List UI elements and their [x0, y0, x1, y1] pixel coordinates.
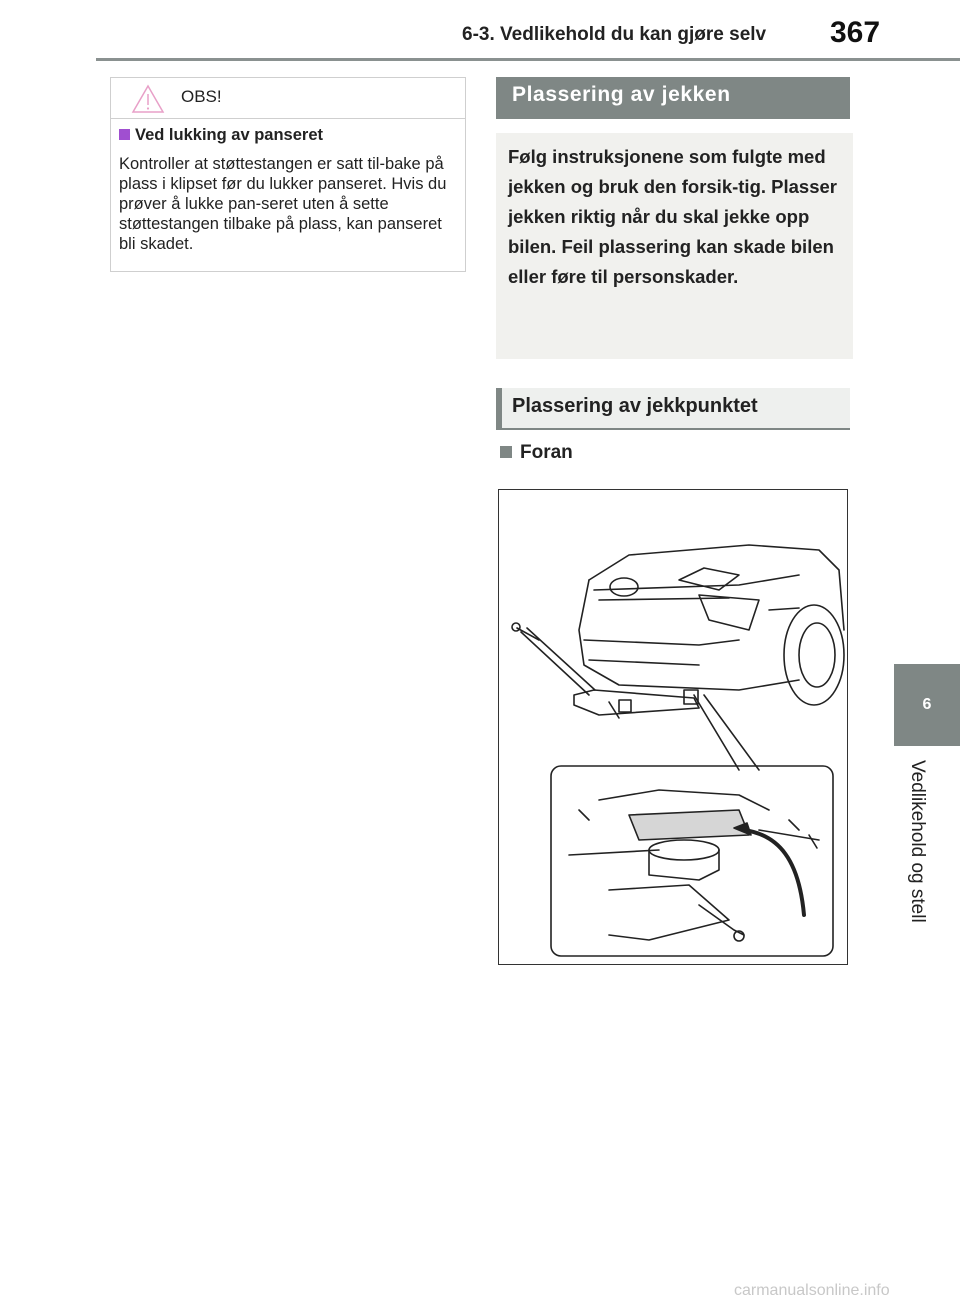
jack-info-text: Følg instruksjonene som fulgte med jekken og bruk den forsik-tig. Plasser jekken riktig når du skal jekke opp bilen. Feil plassering kan skade bilen eller føre til personskader. — [508, 146, 837, 287]
header-divider — [96, 58, 960, 61]
caution-header — [111, 78, 465, 119]
caution-label: OBS! — [181, 87, 222, 106]
heading-accent-bar — [496, 388, 502, 430]
chapter-tab[interactable] — [894, 664, 960, 746]
front-subheading — [500, 442, 573, 464]
section-heading-jackpoint — [496, 388, 850, 430]
section-heading-jackpoint-text: Plassering av jekkpunktet — [512, 395, 758, 417]
caution-box — [110, 77, 466, 272]
caution-subheading — [119, 126, 323, 145]
chapter-number: 6 — [922, 696, 932, 713]
jack-point-illustration — [498, 489, 848, 965]
running-header: 6-3. Vedlikehold du kan gjøre selv — [462, 24, 767, 45]
watermark-text: carmanualsonline.info — [734, 1282, 890, 1299]
caution-text: Kontroller at støttestangen er satt til-bake på plass i klipset før du lukker panseret. Hvis du prøver å lukke pan-seret uten å sette støttestangen tilbake på plass, kan panseret bli skadet. — [119, 155, 447, 253]
page-number: 367 — [830, 16, 881, 49]
square-bullet-icon — [119, 129, 130, 140]
car-jack-drawing — [499, 490, 847, 964]
caution-subheading-text: Ved lukking av panseret — [135, 126, 323, 144]
front-subheading-text: Foran — [520, 442, 573, 463]
chapter-label: Vedlikehold og stell — [907, 760, 928, 923]
square-bullet-icon — [500, 446, 512, 458]
section-heading-jack-text: Plassering av jekken — [512, 83, 731, 106]
section-heading-jack — [496, 77, 850, 119]
jack-info-box — [496, 133, 853, 359]
warning-triangle-icon — [131, 84, 165, 114]
